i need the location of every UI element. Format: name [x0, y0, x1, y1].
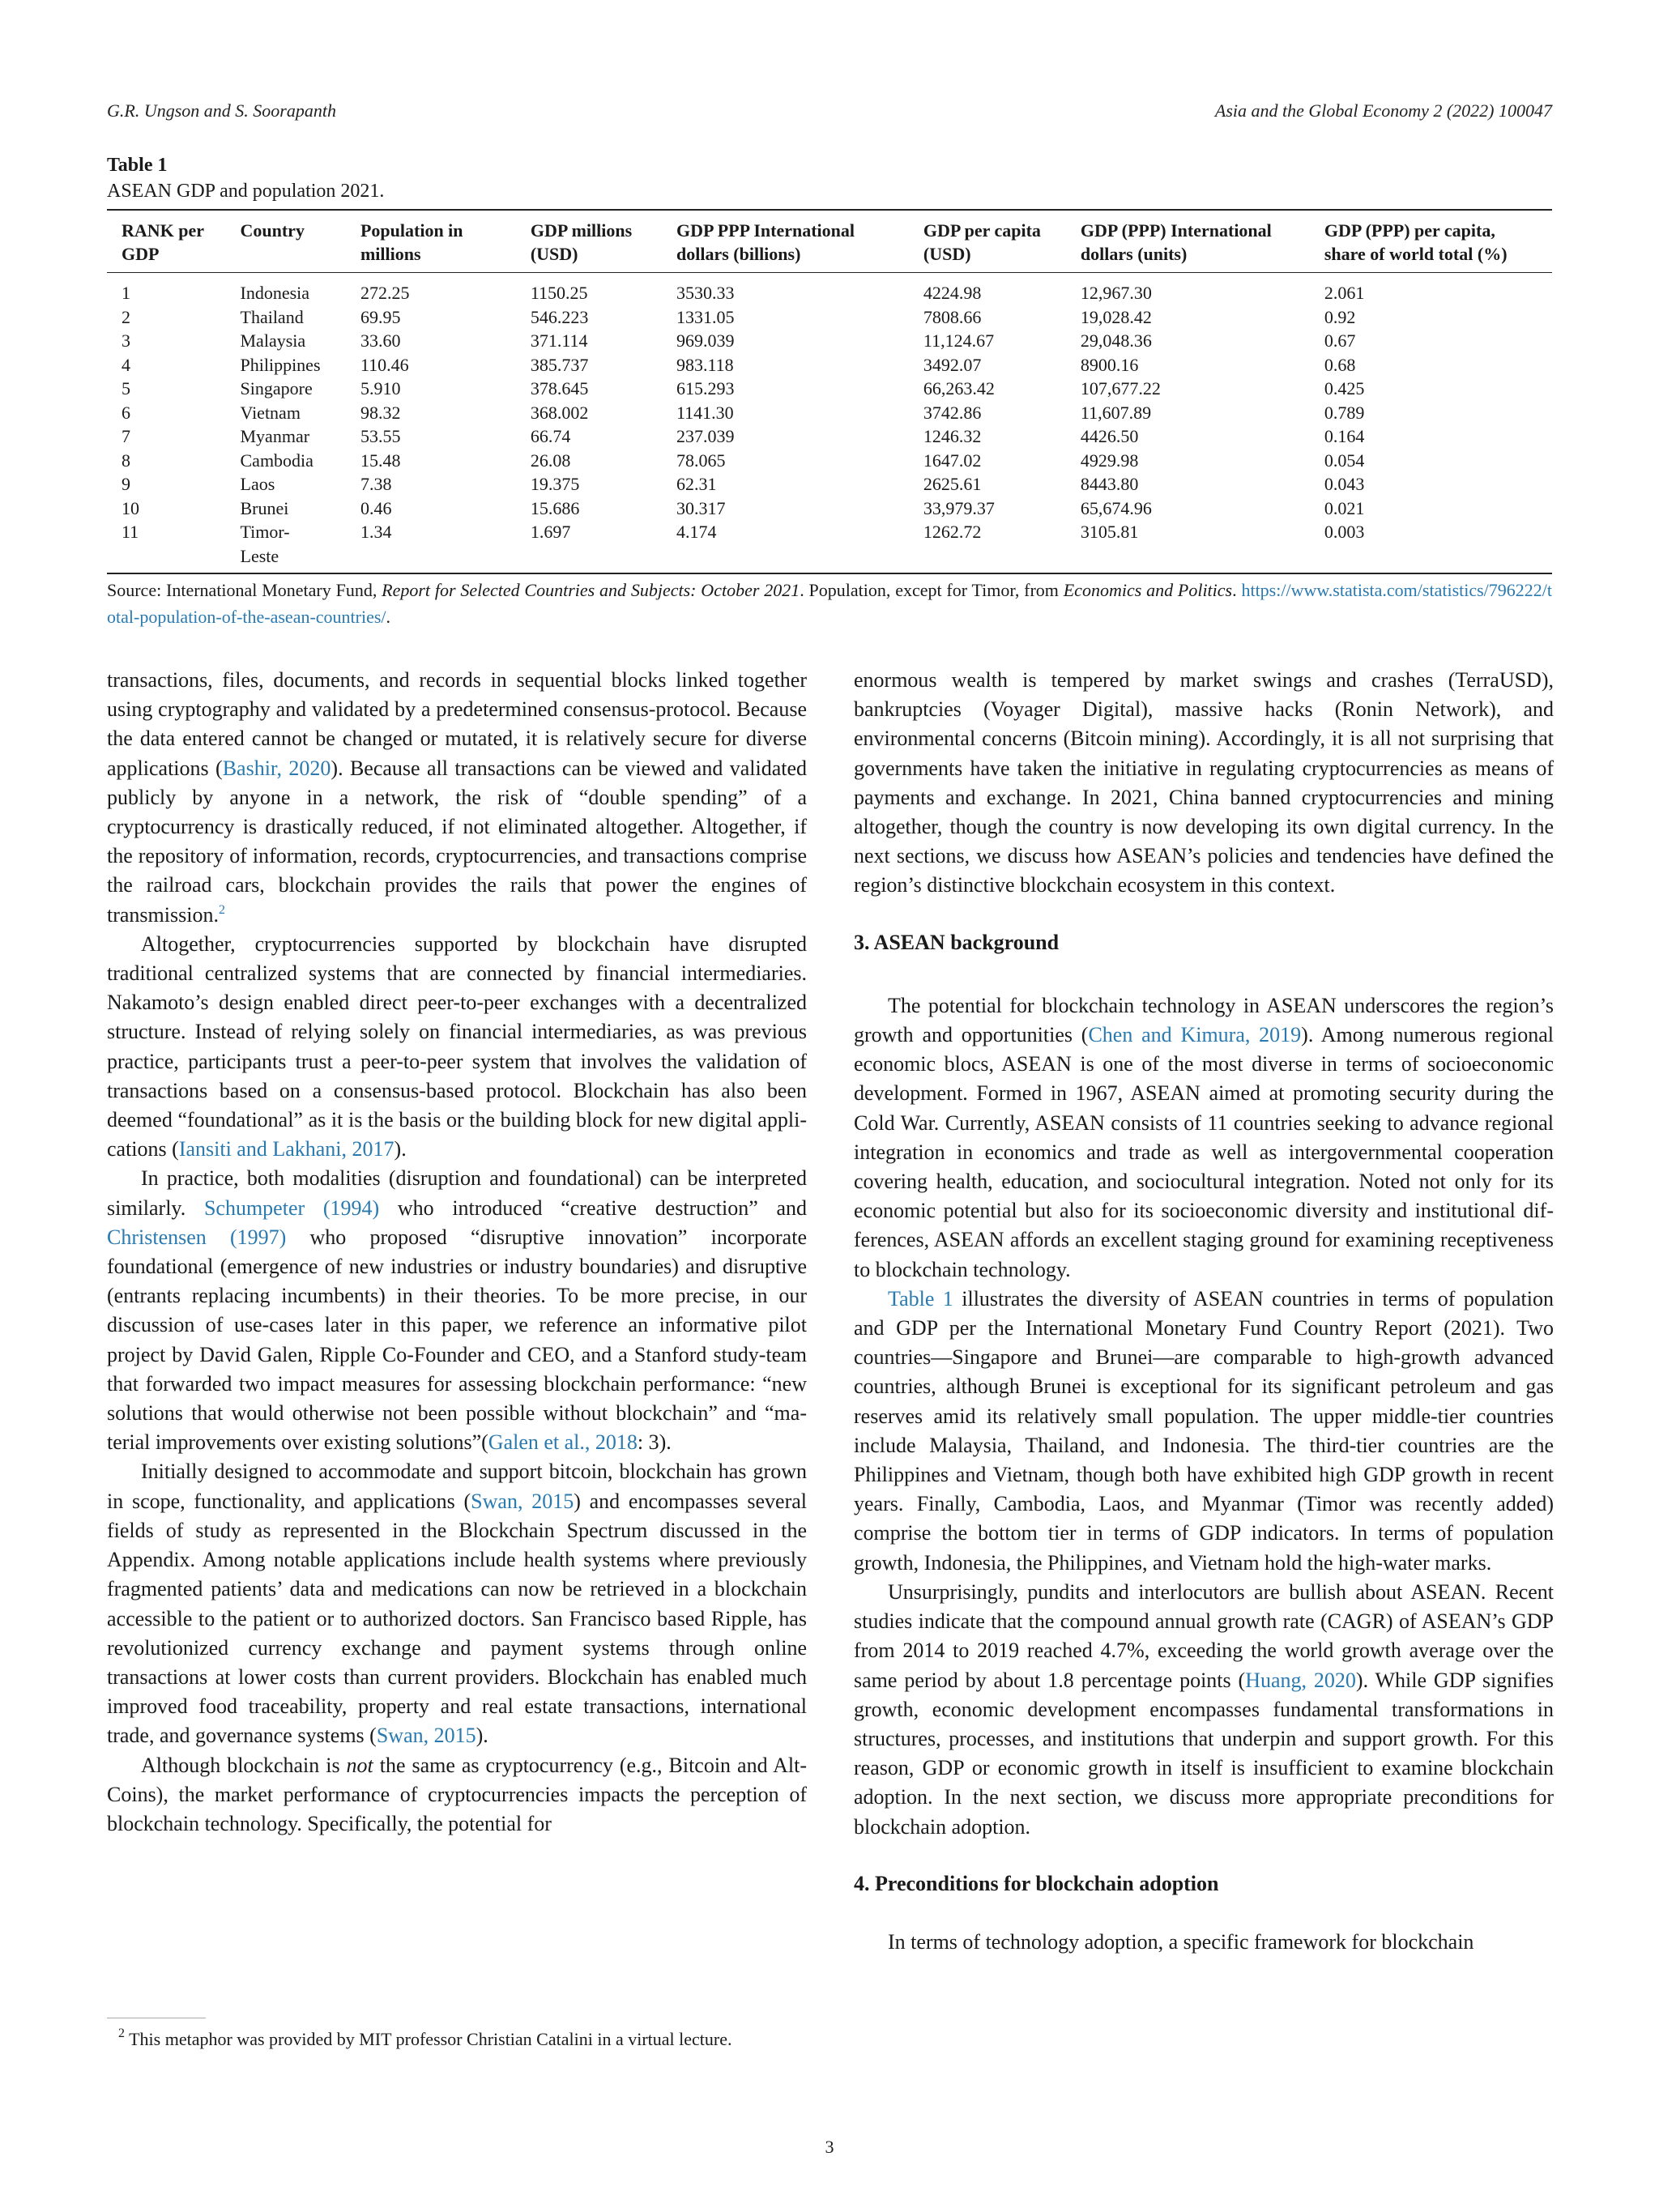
table-cell	[241, 377, 360, 401]
cell-text: 546.223	[530, 306, 589, 327]
table-cell	[676, 401, 923, 425]
text-span: Although blockchain is	[141, 1753, 347, 1777]
source-prefix: Source: International Monetary Fund,	[107, 580, 382, 600]
cell-text: 0.68	[1324, 354, 1356, 375]
table-cell	[923, 520, 1081, 568]
table-cell	[1081, 424, 1324, 449]
cell-text: Leste	[240, 545, 279, 566]
table-cell	[676, 353, 923, 377]
cell-text: 53.55	[360, 426, 401, 446]
header-text: GDP	[122, 244, 160, 264]
table-cell	[107, 497, 241, 521]
cell-text: Philippines	[240, 354, 321, 375]
cell-text: 6	[122, 402, 130, 423]
table-cell	[1324, 281, 1552, 305]
table-row	[107, 329, 1552, 353]
header-text: RANK per	[122, 220, 205, 241]
table-cell	[241, 449, 360, 473]
citation-huang-2020[interactable]: Huang, 2020	[1245, 1668, 1356, 1692]
cell-text: 12,967.30	[1080, 283, 1152, 303]
table-cell	[107, 353, 241, 377]
table-cell	[676, 281, 923, 305]
table-header-cell	[531, 219, 676, 266]
cell-text: 1331.05	[676, 306, 735, 327]
header-text: (USD)	[530, 244, 578, 264]
table-cell	[107, 449, 241, 473]
table-cell	[1324, 377, 1552, 401]
table-cell	[1081, 520, 1324, 568]
cell-text: 66.74	[530, 426, 571, 446]
table-title: ASEAN GDP and population 2021.	[107, 181, 385, 202]
table-cell	[676, 472, 923, 497]
table-1-reference-link[interactable]: Table 1	[888, 1286, 953, 1311]
cell-text: 33,979.37	[923, 497, 995, 518]
cell-text: 69.95	[360, 306, 401, 327]
right-paragraph-3	[854, 1285, 1554, 1578]
left-paragraph-5	[107, 1751, 807, 1839]
source-end: .	[386, 607, 391, 627]
header-text: share of world total (%)	[1324, 244, 1508, 264]
table-header-cell	[107, 219, 241, 266]
footnote-ref-2[interactable]: 2	[218, 902, 225, 917]
table-cell	[107, 377, 241, 401]
cell-text: 3492.07	[923, 354, 982, 375]
cell-text: 983.118	[676, 354, 734, 375]
right-paragraph-5: In terms of technology adoption, a specific framework for blockchain	[888, 1929, 1474, 1954]
text-span: Initially designed to accommodate and support bitcoin, blockchain has grown in scope, functionality, and applications (	[107, 1460, 807, 1513]
text-span: illustrates the diversity of ASEAN countries in terms of population and GDP per the International Monetary Fund Country Report (2021). Two countries—Singapore and Brunei—are comparable to high-growth advanced countries, although Brunei is exceptional for its significant petroleum and gas reserves amid its relatively small population. The upper middle-tier countries include Malaysia, Thailand, and Indonesia. The third-tier countries are the Philippines and Vietnam, though both have exhibited high GDP growth in recent years. Finally, Cambodia, Laos, and Myanmar (Timor was recently added) comprise the bottom tier in terms of GDP indicators. In terms of population growth, Indonesia, the Philippines, and Vietnam hold the high-water marks.	[854, 1286, 1555, 1575]
table-cell	[241, 281, 360, 305]
left-paragraph-2	[107, 930, 807, 1165]
header-text: GDP per capita	[923, 220, 1041, 241]
cell-text: 110.46	[360, 354, 409, 375]
text-span: ). Among numerous regional economic blocs, ASEAN is one of the most diverse in terms of socioeconomic development. Formed in 1967, ASEAN aimed at promoting security during the Cold War. Currently, ASEAN consists of 11 countries seeking to advance regional integration in economics and trade as well as intergovernmental cooperation covering health, education, and sociocultural integration. Noted not only for its economic potential but also for its socioeconomic diversity and institutional differences, ASEAN affords an excellent staging ground for examining receptiveness to blockchain technology.	[854, 1023, 1554, 1281]
cell-text: 0.054	[1324, 450, 1365, 471]
table-cell	[241, 424, 360, 449]
table-row	[107, 472, 1552, 497]
table-cell	[241, 497, 360, 521]
text-span: who introduced “creative destruction” and	[379, 1196, 808, 1220]
cell-text: 62.31	[676, 474, 717, 494]
table-cell	[1324, 472, 1552, 497]
table-cell	[531, 305, 676, 330]
table-cell	[531, 449, 676, 473]
cell-text: 7808.66	[923, 306, 982, 327]
cell-text: 15.48	[360, 450, 401, 471]
table-row	[107, 520, 1552, 568]
table-cell	[241, 472, 360, 497]
left-paragraph-3	[107, 1164, 807, 1457]
citation-chen-kimura-2019[interactable]: Chen and Kimura, 2019	[1088, 1023, 1302, 1047]
text-span: ). Because all transactions can be viewed and validated publicly by anyone in a network, the risk of “double spending” of a cryptocurrency is drastically reduced, if not eliminated altogether. Altogether, if the repository of information, records, cryptocurrencies, and transactions comprise the railroad cars, blockchain provides the rails that power the engines of transmission.	[107, 756, 808, 927]
table-cell	[360, 497, 531, 521]
cell-text: 272.25	[360, 283, 410, 303]
table-cell	[1081, 401, 1324, 425]
table-row	[107, 353, 1552, 377]
cell-text: 1.697	[530, 522, 571, 542]
table-cell	[531, 424, 676, 449]
footnote-2	[107, 2027, 807, 2052]
text-span: ) and encompasses several fields of study as represented in the Blockchain Spectrum discussed in the Appendix. Among notable applications include health systems where previously fragmented patients’ data and medications can now be retrieved in a blockchain accessible to the patient or to authorized doctors. San Francisco based Ripple, has revolutionized currency exchange and payment systems through online transactions at lower costs than current providers. Blockchain has enabled much improved food traceability, property and real estate transactions, international trade, and governance systems (	[107, 1489, 808, 1748]
table-cell	[241, 401, 360, 425]
text-span: ). While GDP signifies growth, economic development encompasses fundamental transformations in structures, processes, and institutions that underpin and support growth. For this reason, GDP or economic growth in itself is insufficient to examine blockchain adoption. In the next section, we discuss more appropriate preconditions for blockchain adoption.	[854, 1668, 1554, 1839]
cell-text: 8900.16	[1080, 354, 1139, 375]
cell-text: Myanmar	[240, 426, 310, 446]
table-cell	[107, 281, 241, 305]
footnote-text: This metaphor was provided by MIT professor Christian Catalini in a virtual lecture.	[129, 2029, 732, 2049]
header-text: dollars (units)	[1080, 244, 1188, 264]
table-cell	[360, 329, 531, 353]
cell-text: 8443.80	[1080, 474, 1139, 494]
header-text: GDP PPP International	[676, 220, 855, 241]
table-cell	[1324, 305, 1552, 330]
cell-text: Brunei	[240, 497, 289, 518]
table-cell	[1081, 305, 1324, 330]
cell-text: 19,028.42	[1080, 306, 1152, 327]
cell-text: 615.293	[676, 378, 735, 399]
cell-text: 107,677.22	[1080, 378, 1161, 399]
table-cell	[923, 305, 1081, 330]
table-header-cell	[923, 219, 1081, 266]
text-span: In practice, both modalities (disruption and foundational) can be interpreted similarly.	[107, 1166, 807, 1220]
cell-text: 0.92	[1324, 306, 1356, 327]
cell-text: 3530.33	[676, 283, 735, 303]
cell-text: Vietnam	[240, 402, 301, 423]
table-cell	[923, 281, 1081, 305]
cell-text: 2.061	[1324, 283, 1365, 303]
cell-text: 0.043	[1324, 474, 1365, 494]
cell-text: Cambodia	[240, 450, 313, 471]
cell-text: 2625.61	[923, 474, 982, 494]
cell-text: 30.317	[676, 497, 726, 518]
footnote-number: 2	[118, 2027, 125, 2040]
left-paragraph-1	[107, 666, 807, 930]
table-cell	[107, 472, 241, 497]
table-cell	[923, 497, 1081, 521]
cell-text: 368.002	[530, 402, 589, 423]
table-cell	[923, 353, 1081, 377]
source-publication-title: Economics and Politics	[1063, 580, 1233, 600]
table-cell	[107, 305, 241, 330]
cell-text: 0.003	[1324, 522, 1365, 542]
text-span: Unsurprisingly, pundits and interlocutors are bullish about ASEAN. Recent studies indicate that the compound annual growth rate (CAGR) of ASEAN’s GDP from 2014 to 2019 reached 4.7%, exceeding the world growth average over the same period by about 1.8 percentage points (	[854, 1579, 1554, 1692]
text-span: : 3).	[637, 1430, 672, 1455]
cell-text: 33.60	[360, 330, 401, 351]
table-cell	[1081, 377, 1324, 401]
cell-text: 1.34	[360, 522, 392, 542]
cell-text: 0.67	[1324, 330, 1356, 351]
running-head	[107, 100, 1552, 121]
citation-swan-2015-second[interactable]: Swan, 2015	[376, 1724, 476, 1748]
table-cell	[360, 424, 531, 449]
cell-text: Thailand	[240, 306, 304, 327]
table-cell	[360, 281, 531, 305]
cell-text: 0.46	[360, 497, 392, 518]
cell-text: 1246.32	[923, 426, 982, 446]
table-cell	[676, 497, 923, 521]
header-text: millions	[360, 244, 421, 264]
table-cell	[1324, 449, 1552, 473]
table-cell	[241, 520, 360, 568]
table-cell	[107, 401, 241, 425]
cell-text: 4929.98	[1080, 450, 1139, 471]
cell-text: 65,674.96	[1080, 497, 1152, 518]
cell-text: 237.039	[676, 426, 735, 446]
text-span: ).	[476, 1724, 488, 1748]
header-text: GDP (PPP) per capita,	[1324, 220, 1495, 241]
left-column	[107, 666, 807, 1839]
cell-text: 10	[122, 497, 139, 518]
table-header-cell	[1081, 219, 1324, 266]
table-cell	[1324, 520, 1552, 568]
table-cell	[531, 281, 676, 305]
table-cell	[360, 401, 531, 425]
text-span: The potential for blockchain technology in ASEAN underscores the region’s growth and opportunities (	[854, 993, 1554, 1047]
table-row	[107, 377, 1552, 401]
table-body	[107, 273, 1552, 573]
cell-text: 11	[122, 522, 139, 542]
cell-text: 1141.30	[676, 402, 734, 423]
source-url-link[interactable]: https://www.statista.com/statistics/796222/total-population-of-the-asean-countries/	[107, 580, 1553, 627]
table-cell	[241, 305, 360, 330]
citation-schumpeter-1994[interactable]: Schumpeter (1994)	[203, 1196, 380, 1220]
right-paragraph-1: enormous wealth is tempered by market swings and crashes (TerraUSD), bankruptcies (Voyager Digital), massive hacks (Ronin Network), and environmental concerns (Bitcoin mining). Accordingly, it is all not surprising that governments have taken the initiative in regulating cryptocurrencies as means of payments and exchange. In 2021, China banned cryptocurrencies and mining altogether, though the country is now developing its own digital currency. In the next sections, we discuss how ASEAN’s policies and tendencies have defined the region’s distinctive blockchain ecosystem in this context.	[854, 668, 1554, 897]
table-cell	[241, 329, 360, 353]
table-cell	[360, 377, 531, 401]
header-text: (USD)	[923, 244, 971, 264]
cell-text: 4.174	[676, 522, 717, 542]
header-text: Country	[240, 220, 305, 241]
table-header-cell	[241, 219, 360, 266]
table-label: Table 1	[107, 155, 168, 176]
table-cell	[360, 449, 531, 473]
table-header-cell	[1324, 219, 1552, 266]
table-cell	[360, 305, 531, 330]
cell-text: 98.32	[360, 402, 401, 423]
source-report-title: Report for Selected Countries and Subjects: October 2021	[382, 580, 800, 600]
table-cell	[1081, 472, 1324, 497]
cell-text: 78.065	[676, 450, 726, 471]
table-cell	[1324, 424, 1552, 449]
cell-text: 26.08	[530, 450, 571, 471]
text-span: who proposed “disruptive innovation” incorporate foundational (emergence of new industries or industry boundaries) and disruptive (entrants replacing incumbents) in their theories. To be more precise, in our discussion of use-cases later in this paper, we reference an informative pilot project by David Galen, Ripple Co-Founder and CEO, and a Stanford study-team that forwarded two impact measures for assessing blockchain performance: “new solutions that would otherwise not been possible without blockchain” and “material improvements over existing solutions”(	[107, 1225, 807, 1455]
table-cell	[360, 353, 531, 377]
table-cell	[107, 520, 241, 568]
cell-text: 4	[122, 354, 130, 375]
table-row	[107, 281, 1552, 305]
left-paragraph-4	[107, 1457, 807, 1750]
citation-bashir-2020[interactable]: Bashir, 2020	[222, 756, 331, 780]
cell-text: 11,124.67	[923, 330, 995, 351]
table-cell	[1324, 353, 1552, 377]
cell-text: 7.38	[360, 474, 392, 494]
cell-text: 4224.98	[923, 283, 982, 303]
emphasis-not: not	[346, 1753, 373, 1777]
table-source-note	[107, 577, 1552, 630]
table-cell	[241, 353, 360, 377]
header-text: GDP millions	[530, 220, 633, 241]
right-column	[854, 666, 1554, 1957]
table-cell	[531, 497, 676, 521]
table-row	[107, 449, 1552, 473]
gdp-population-table	[107, 209, 1552, 574]
cell-text: Malaysia	[240, 330, 306, 351]
cell-text: Laos	[240, 474, 275, 494]
citation-swan-2015[interactable]: Swan, 2015	[471, 1489, 574, 1513]
cell-text: 15.686	[530, 497, 580, 518]
cell-text: 969.039	[676, 330, 735, 351]
table-cell	[1081, 353, 1324, 377]
section-heading-asean-background: 3. ASEAN background	[854, 930, 1060, 954]
cell-text: 1262.72	[923, 522, 982, 542]
citation-iansiti-lakhani-2017[interactable]: Iansiti and Lakhani, 2017	[178, 1137, 394, 1161]
cell-text: 66,263.42	[923, 378, 995, 399]
cell-text: 371.114	[530, 330, 588, 351]
table-cell	[1081, 329, 1324, 353]
cell-text: 11,607.89	[1080, 402, 1152, 423]
table-row	[107, 424, 1552, 449]
cell-text: 5	[122, 378, 130, 399]
right-paragraph-4	[854, 1578, 1554, 1842]
source-middle: . Population, except for Timor, from	[800, 580, 1064, 600]
header-text: dollars (billions)	[676, 244, 801, 264]
table-row	[107, 497, 1552, 521]
table-cell	[1324, 497, 1552, 521]
table-cell	[531, 377, 676, 401]
table-cell	[360, 520, 531, 568]
cell-text: 3742.86	[923, 402, 982, 423]
running-head-authors: G.R. Ungson and S. Soorapanth	[107, 100, 336, 121]
cell-text: 9	[122, 474, 130, 494]
cell-text: 19.375	[530, 474, 580, 494]
table-cell	[1081, 281, 1324, 305]
cell-text: 5.910	[360, 378, 401, 399]
table-cell	[923, 401, 1081, 425]
cell-text: 29,048.36	[1080, 330, 1152, 351]
table-cell	[1324, 329, 1552, 353]
table-cell	[531, 353, 676, 377]
cell-text: 0.425	[1324, 378, 1365, 399]
table-cell	[676, 520, 923, 568]
table-header-cell	[676, 219, 923, 266]
table-cell	[676, 329, 923, 353]
table-header-row	[107, 211, 1552, 273]
cell-text: Indonesia	[240, 283, 310, 303]
cell-text: 0.164	[1324, 426, 1365, 446]
section-heading-preconditions: 4. Preconditions for blockchain adoption	[854, 1871, 1219, 1895]
table-cell	[107, 424, 241, 449]
cell-text: 8	[122, 450, 130, 471]
table-cell	[531, 329, 676, 353]
table-cell	[1324, 401, 1552, 425]
right-paragraph-2	[854, 991, 1554, 1285]
cell-text: 378.645	[530, 378, 589, 399]
running-head-journal: Asia and the Global Economy 2 (2022) 100047	[1214, 100, 1552, 121]
table-cell	[676, 449, 923, 473]
cell-text: 3	[122, 330, 130, 351]
table-caption	[107, 152, 384, 204]
cell-text: Timor-	[240, 522, 290, 542]
table-cell	[923, 472, 1081, 497]
table-cell	[676, 377, 923, 401]
table-cell	[676, 424, 923, 449]
cell-text: 0.789	[1324, 402, 1365, 423]
table-row	[107, 305, 1552, 330]
cell-text: 4426.50	[1080, 426, 1139, 446]
table-cell	[923, 377, 1081, 401]
table-header-cell	[360, 219, 531, 266]
table-cell	[923, 424, 1081, 449]
text-span: ).	[394, 1137, 407, 1161]
table-cell	[107, 329, 241, 353]
cell-text: 385.737	[530, 354, 589, 375]
table-cell	[531, 520, 676, 568]
header-text: GDP (PPP) International	[1080, 220, 1272, 241]
table-cell	[1081, 497, 1324, 521]
citation-galen-2018[interactable]: Galen et al., 2018	[488, 1430, 638, 1455]
source-after: .	[1232, 580, 1242, 600]
table-cell	[676, 305, 923, 330]
text-span: the same as cryptocurrency (e.g., Bitcoin and Alt-Coins), the market performance of cryptocurrencies impacts the perception of blockchain technology. Specifically, the potential for	[107, 1753, 807, 1835]
cell-text: 2	[122, 306, 130, 327]
page-number: 3	[825, 2137, 834, 2157]
text-span: Altogether, cryptocurrencies supported by blockchain have disrupted traditional centralized systems that are connected by financial intermediaries. Nakamoto’s design enabled direct peer-to-peer exchanges with a decentralized structure. Instead of relying solely on financial intermediaries, as was previous practice, participants trust a peer-to-peer system that involves the validation of transactions based on a consensus-based protocol. Blockchain has also been deemed “foundational” as it is the basis or the building block for new digital applications (	[107, 931, 807, 1161]
cell-text: 1	[122, 283, 130, 303]
table-cell	[360, 472, 531, 497]
cell-text: 1647.02	[923, 450, 982, 471]
table-cell	[531, 472, 676, 497]
table-cell	[1081, 449, 1324, 473]
header-text: Population in	[360, 220, 463, 241]
cell-text: 7	[122, 426, 130, 446]
cell-text: 3105.81	[1080, 522, 1139, 542]
table-cell	[923, 329, 1081, 353]
text-span: transactions, files, documents, and records in sequential blocks linked together using cryptography and validated by a predetermined consensus-protocol. Because the data entered cannot be changed or mutated, it is relatively secure for diverse applications (	[107, 668, 807, 780]
table-row	[107, 401, 1552, 425]
citation-christensen-1997[interactable]: Christensen (1997)	[107, 1225, 287, 1249]
cell-text: Singapore	[240, 378, 313, 399]
table-cell	[923, 449, 1081, 473]
table-cell	[531, 401, 676, 425]
cell-text: 0.021	[1324, 497, 1365, 518]
cell-text: 1150.25	[530, 283, 588, 303]
